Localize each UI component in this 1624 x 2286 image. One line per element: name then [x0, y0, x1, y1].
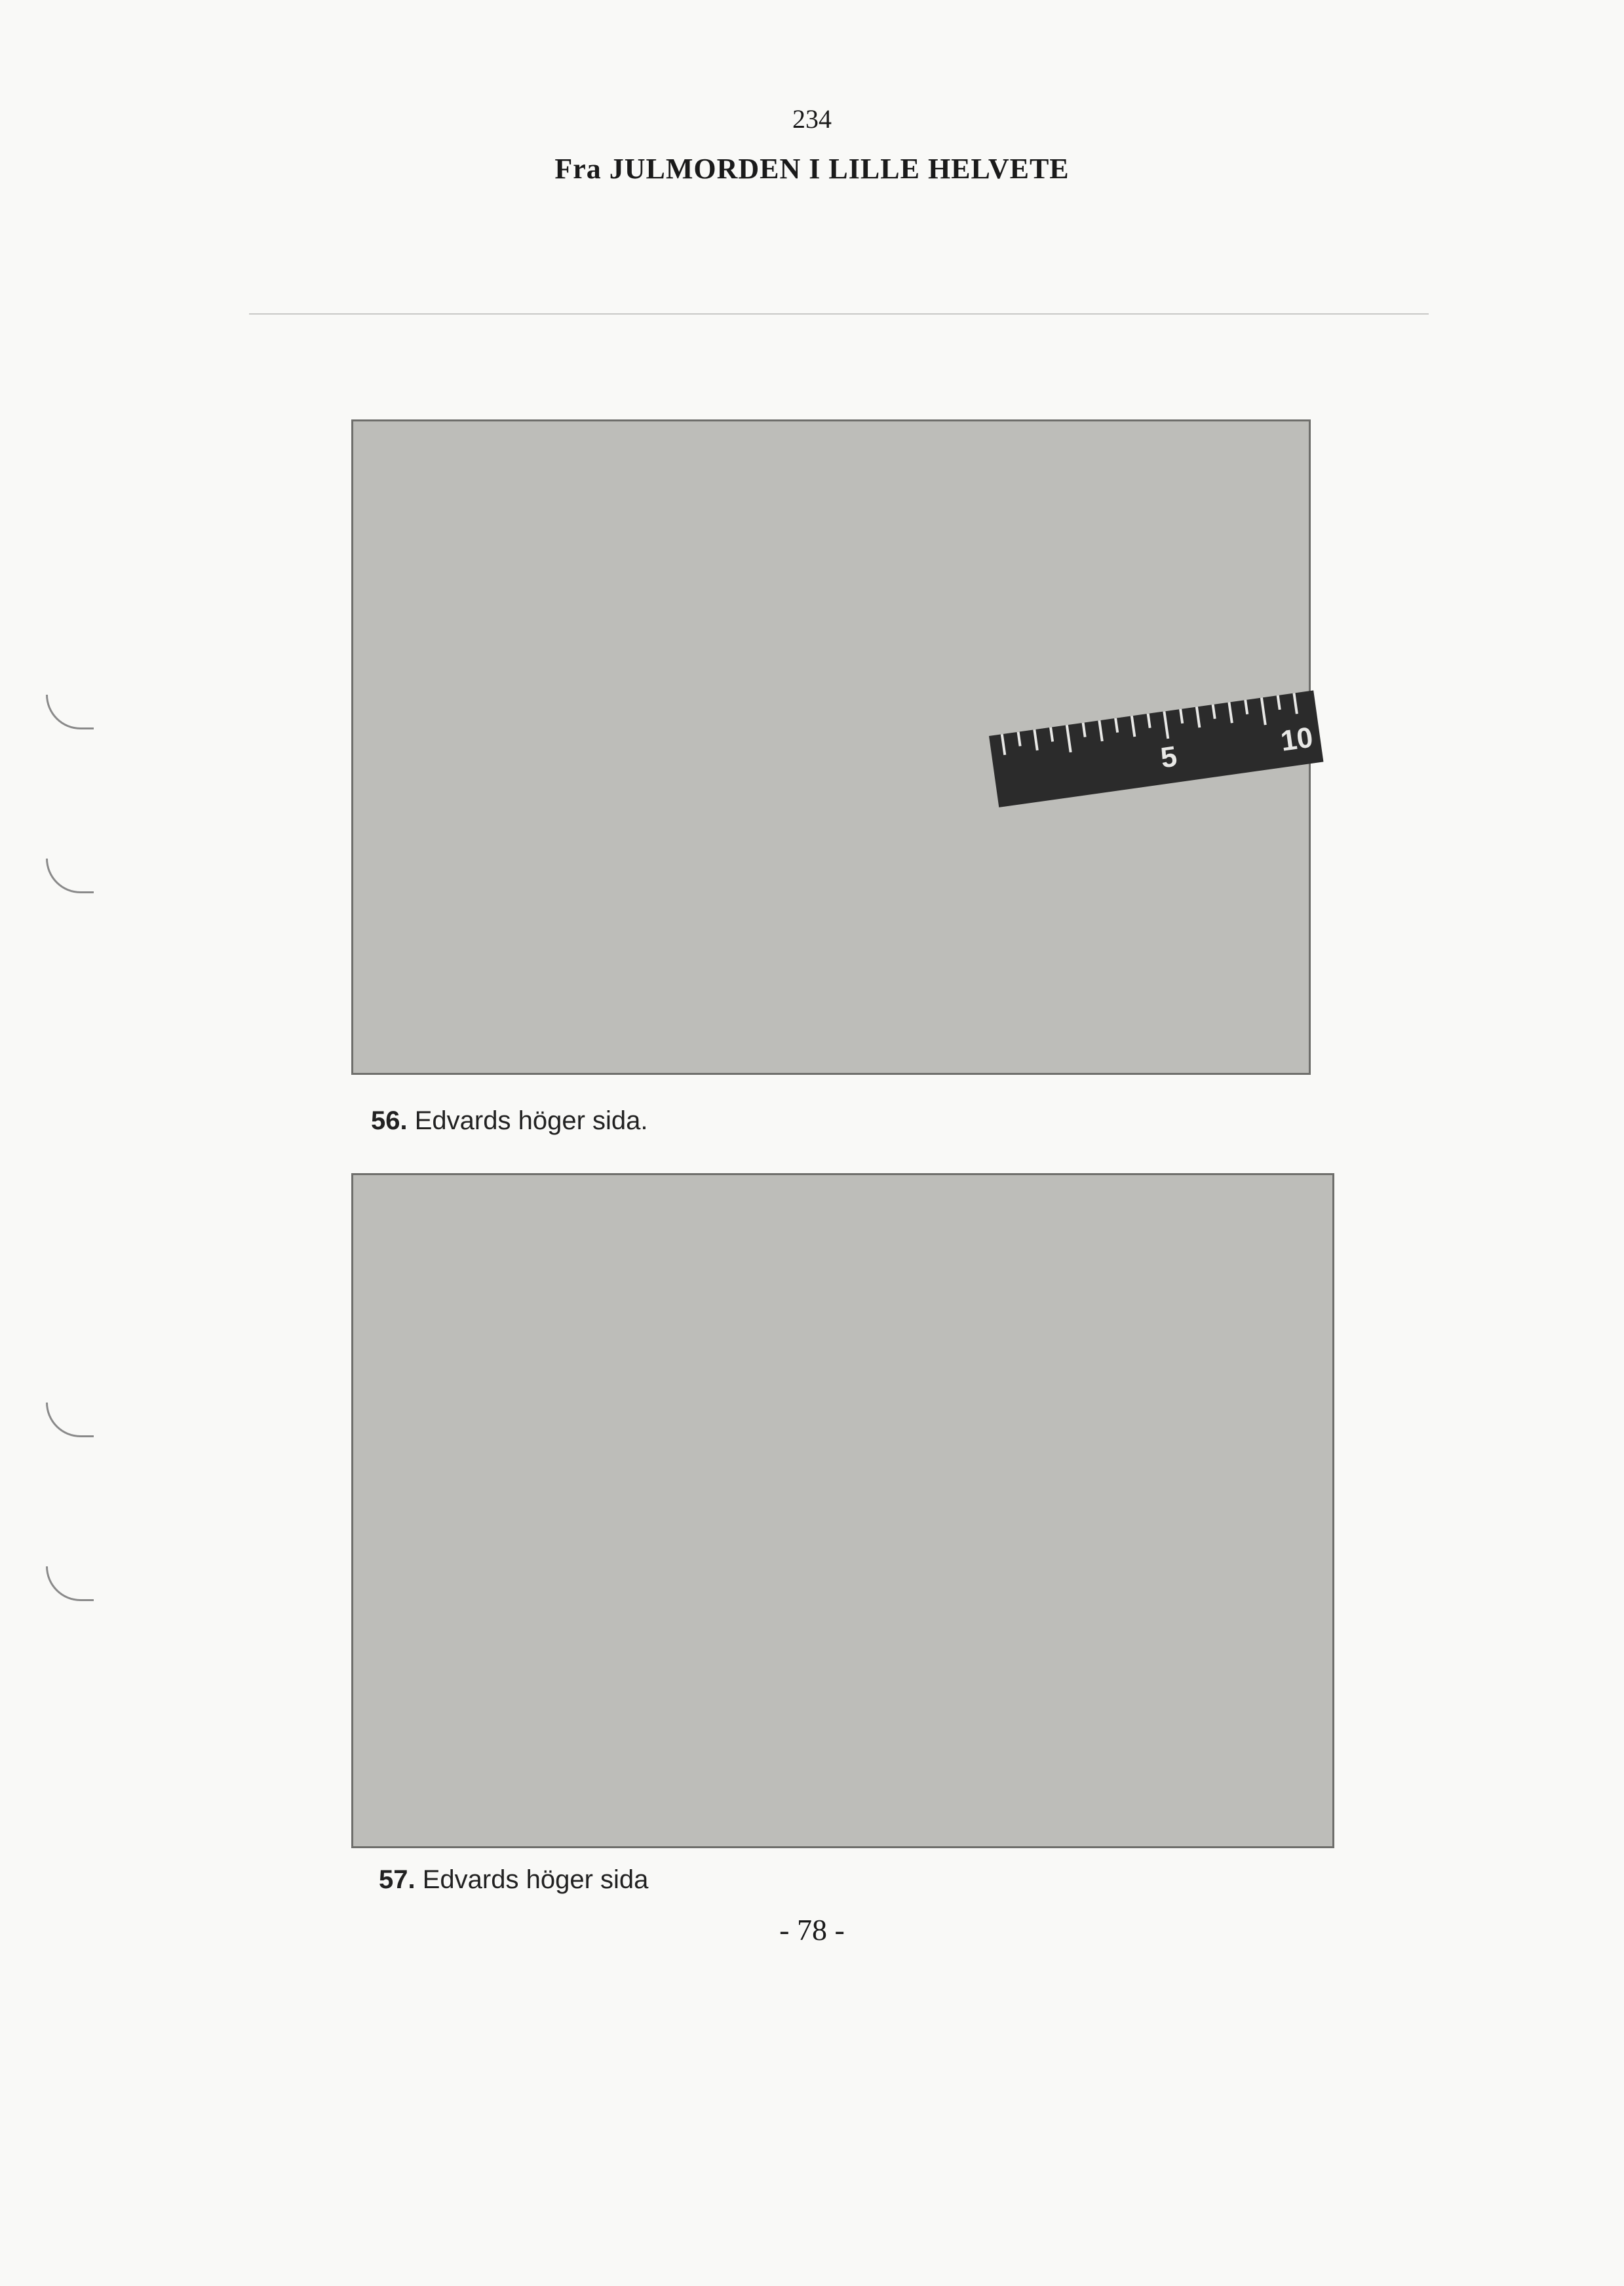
ruler-label-10: 10 — [1279, 721, 1315, 758]
header-divider — [249, 313, 1429, 315]
photo-figure-57 — [351, 1173, 1334, 1848]
binder-hole-mark — [46, 695, 94, 729]
photo-placeholder — [353, 421, 1315, 1073]
figure-57-caption-text: Edvards höger sida — [422, 1865, 649, 1894]
photo-placeholder — [353, 1175, 1332, 1846]
binder-hole-mark — [46, 859, 94, 893]
figure-57-number: 57. — [379, 1865, 416, 1894]
figure-57-caption — [379, 1865, 648, 1895]
binder-hole-mark — [46, 1566, 94, 1601]
figure-56-caption — [371, 1106, 648, 1136]
binder-hole-mark — [46, 1403, 94, 1437]
figure-56-number: 56. — [371, 1106, 408, 1135]
figure-56-caption-text: Edvards höger sida. — [414, 1106, 648, 1135]
ruler-label-5: 5 — [1158, 740, 1179, 775]
page-number-top: 234 — [792, 104, 832, 134]
photo-figure-56 — [351, 419, 1315, 1075]
page-header: Fra JULMORDEN I LILLE HELVETE — [554, 153, 1070, 185]
page-number-bottom: - 78 - — [779, 1913, 845, 1947]
